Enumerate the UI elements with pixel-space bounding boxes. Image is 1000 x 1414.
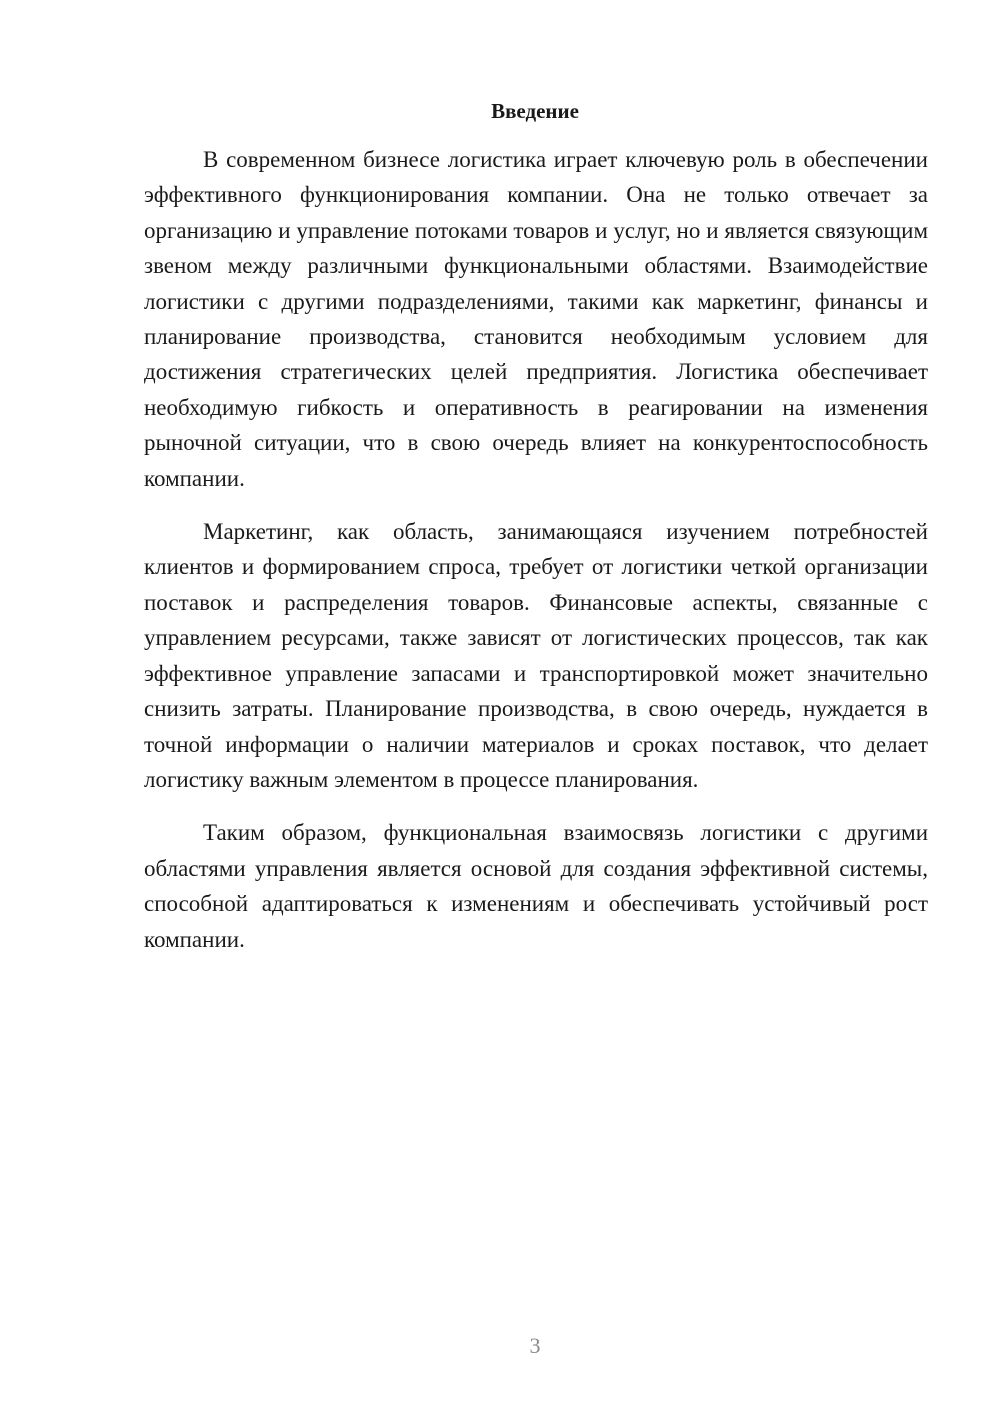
body-text xyxy=(144,142,928,957)
page-number: 3 xyxy=(529,1333,541,1358)
paragraph-2: Маркетинг, как область, занимающаяся изучением потребностей клиентов и формированием спроса, требует от логистики четкой организации поставок и распределения товаров. Финансовые аспекты, связанные с управлением ресурсами, также зависят от логистических процессов, так как эффективное управление запасами и транспортировкой может значительно снизить затраты. Планирование производства, в свою очередь, нуждается в точной информации о наличии материалов и сроках поставок, что делает логистику важным элементом в процессе планирования. xyxy=(144,519,928,792)
section-heading: Введение xyxy=(491,99,579,123)
paragraph-3: Таким образом, функциональная взаимосвязь логистики с другими областями управления является основой для создания эффективной системы, способной адаптироваться к изменениям и обеспечивать устойчивый рост компании. xyxy=(144,820,928,952)
paragraph-1: В современном бизнесе логистика играет ключевую роль в обеспечении эффективного функционирования компании. Она не только отвечает за организацию и управление потоками товаров и услуг, но и является связующим звеном между различными функциональными областями. Взаимодействие логистики с другими подразделениями, такими как маркетинг, финансы и планирование производства, становится необходимым условием для достижения стратегических целей предприятия. Логистика обеспечивает необходимую гибкость и оперативность в реагировании на изменения рыночной ситуации, что в свою очередь влияет на конкурентоспособность компании. xyxy=(144,147,928,491)
